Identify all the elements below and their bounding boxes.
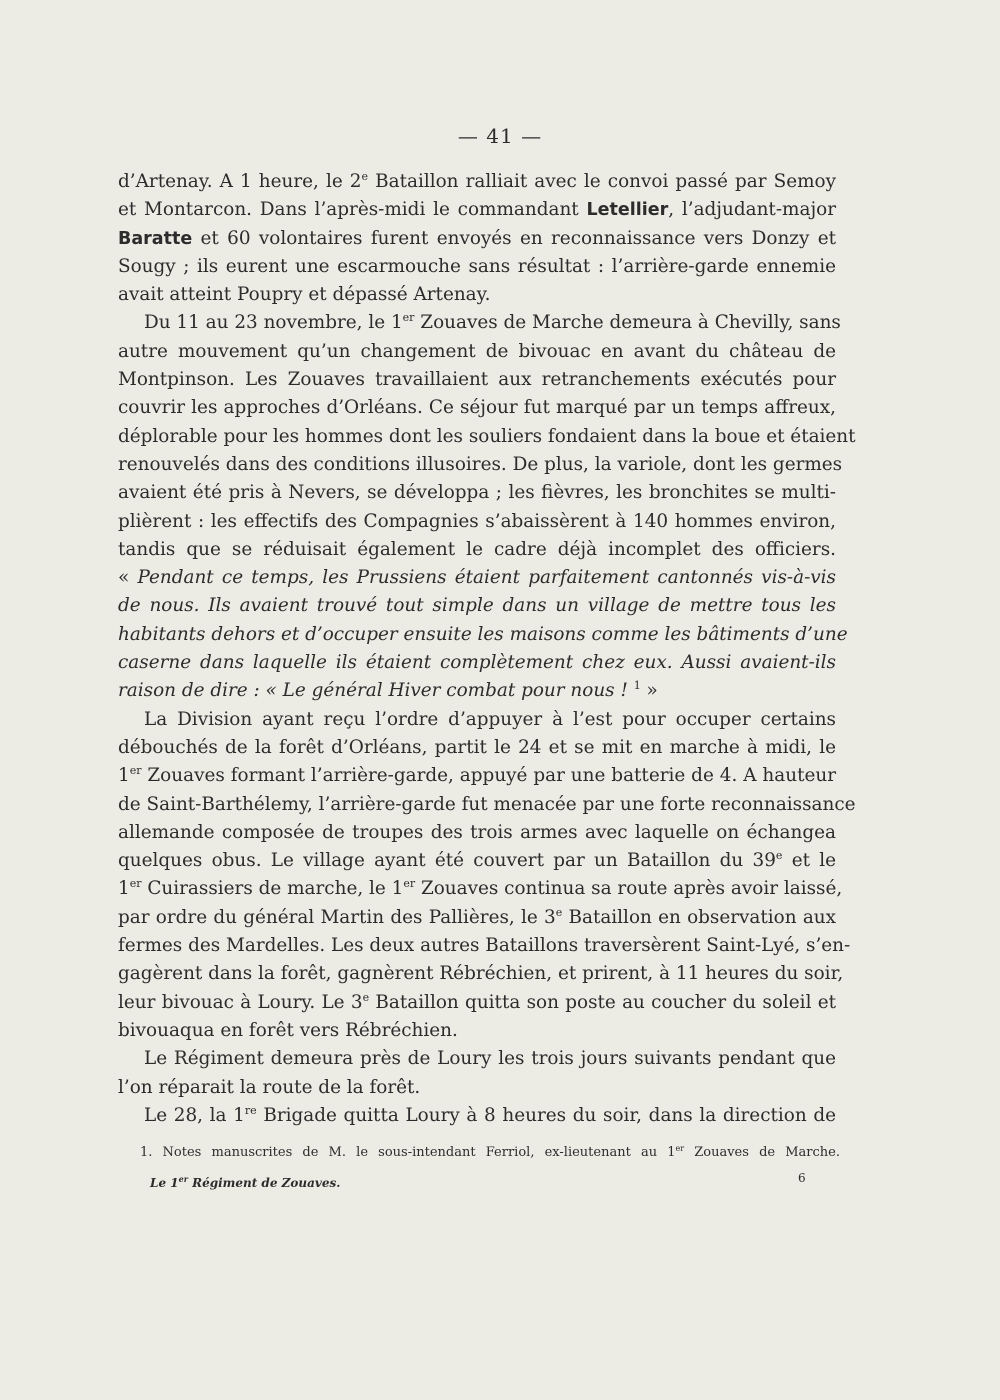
page-number: — 41 — [457, 124, 543, 148]
text-line: couvrir les approches d’Orléans. Ce séjour fut marqué par un temps affreux, [118, 397, 836, 419]
sheet-number: 6 [798, 1171, 806, 1185]
text-line: fermes des Mardelles. Les deux autres Bataillons traversèrent Saint-Lyé, s’en- [118, 935, 851, 957]
quote-line: raison de dire : « Le général Hiver combat pour nous ! $^1$ » [118, 679, 658, 702]
text-line: renouvelés dans des conditions illusoires. De plus, la variole, dont les germes [118, 453, 843, 475]
text-line: Du 11 au 23 novembre, le 1er Zouaves de Marche demeura à Chevilly, sans [144, 311, 841, 334]
text-line: Le 28, la 1re Brigade quitta Loury à 8 heures du soir, dans la direction de [144, 1103, 836, 1126]
officer-name: Letellier [586, 200, 669, 221]
text-line: d’Artenay. A 1 heure, le 2e Bataillon ralliait avec le convoi passé par Semoy [118, 170, 836, 192]
text-line: allemande composée de troupes des trois armes avec laquelle on échangea [118, 821, 836, 843]
text-line: quelques obus. Le village ayant été couvert par un Bataillon du 39e et le [118, 849, 836, 872]
text-line: leur bivouac à Loury. Le 3e Bataillon quitta son poste au coucher du soleil et [118, 990, 837, 1013]
text-line: avaient été pris à Nevers, se développa ; les fièvres, les bronchites se multi- [118, 482, 836, 504]
text-line: plièrent : les effectifs des Compagnies s’abaissèrent à 140 hommes environ, [118, 510, 836, 532]
text-line: l’on réparait la route de la forêt. [118, 1076, 421, 1098]
text-line: tandis que se réduisait également le cadre déjà incomplet des officiers. [118, 538, 836, 560]
text-line: par ordre du général Martin des Pallières, le 3e Bataillon en observation aux [118, 905, 836, 928]
text-line: Sougy ; ils eurent une escarmouche sans résultat : l’arrière-garde ennemie [118, 255, 836, 277]
printer-signature: Le 1er Régiment de Zouaves. [150, 1174, 341, 1190]
text-line: 1er Cuirassiers de marche, le 1er Zouaves continua sa route après avoir laissé, [118, 877, 843, 900]
text-line: et Montarcon. Dans l’après-midi le commandant Letellier, l’adjudant-major [118, 199, 837, 221]
quote-line: « Pendant ce temps, les Prussiens étaient parfaitement cantonnés vis-à-vis [118, 567, 836, 589]
text-line: déplorable pour les hommes dont les souliers fondaient dans la boue et étaient [118, 425, 856, 447]
text-line: débouchés de la forêt d’Orléans, partit le 24 et se mit en marche à midi, le [118, 736, 836, 758]
body-text [118, 168, 856, 1130]
text-line: avait atteint Poupry et dépassé Artenay. [118, 284, 491, 306]
text-line: autre mouvement qu’un changement de bivouac en avant du château de [118, 340, 836, 362]
officer-name: Baratte [118, 228, 193, 249]
footnote: 1. Notes manuscrites de M. le sous-intendant Ferriol, ex-lieutenant au 1er Zouaves de Marche. [140, 1144, 841, 1160]
text-line: bivouaqua en forêt vers Rébréchien. [118, 1019, 458, 1041]
text-line: de Saint-Barthélemy, l’arrière-garde fut menacée par une forte reconnaissance [118, 793, 856, 815]
text-line: 1er Zouaves formant l’arrière-garde, appuyé par une batterie de 4. A hauteur [118, 764, 836, 787]
footnote-marker: 1 [633, 679, 641, 693]
text-line: Baratte et 60 volontaires furent envoyés en reconnaissance vers Donzy et [118, 227, 836, 249]
quote-line: de nous. Ils avaient trouvé tout simple dans un village de mettre tous les [118, 595, 836, 617]
quote-line: habitants dehors et d’occuper ensuite les maisons comme les bâtiments d’une [118, 623, 848, 645]
text-line: gagèrent dans la forêt, gagnèrent Rébréchien, et prirent, à 11 heures du soir, [118, 963, 844, 985]
quote-line: caserne dans laquelle ils étaient complètement chez eux. Aussi avaient-ils [118, 652, 836, 674]
text-line: Le Régiment demeura près de Loury les trois jours suivants pendant que [144, 1048, 836, 1070]
text-line: Montpinson. Les Zouaves travaillaient aux retranchements exécutés pour [118, 369, 836, 391]
text-line: La Division ayant reçu l’ordre d’appuyer à l’est pour occuper certains [144, 708, 836, 730]
